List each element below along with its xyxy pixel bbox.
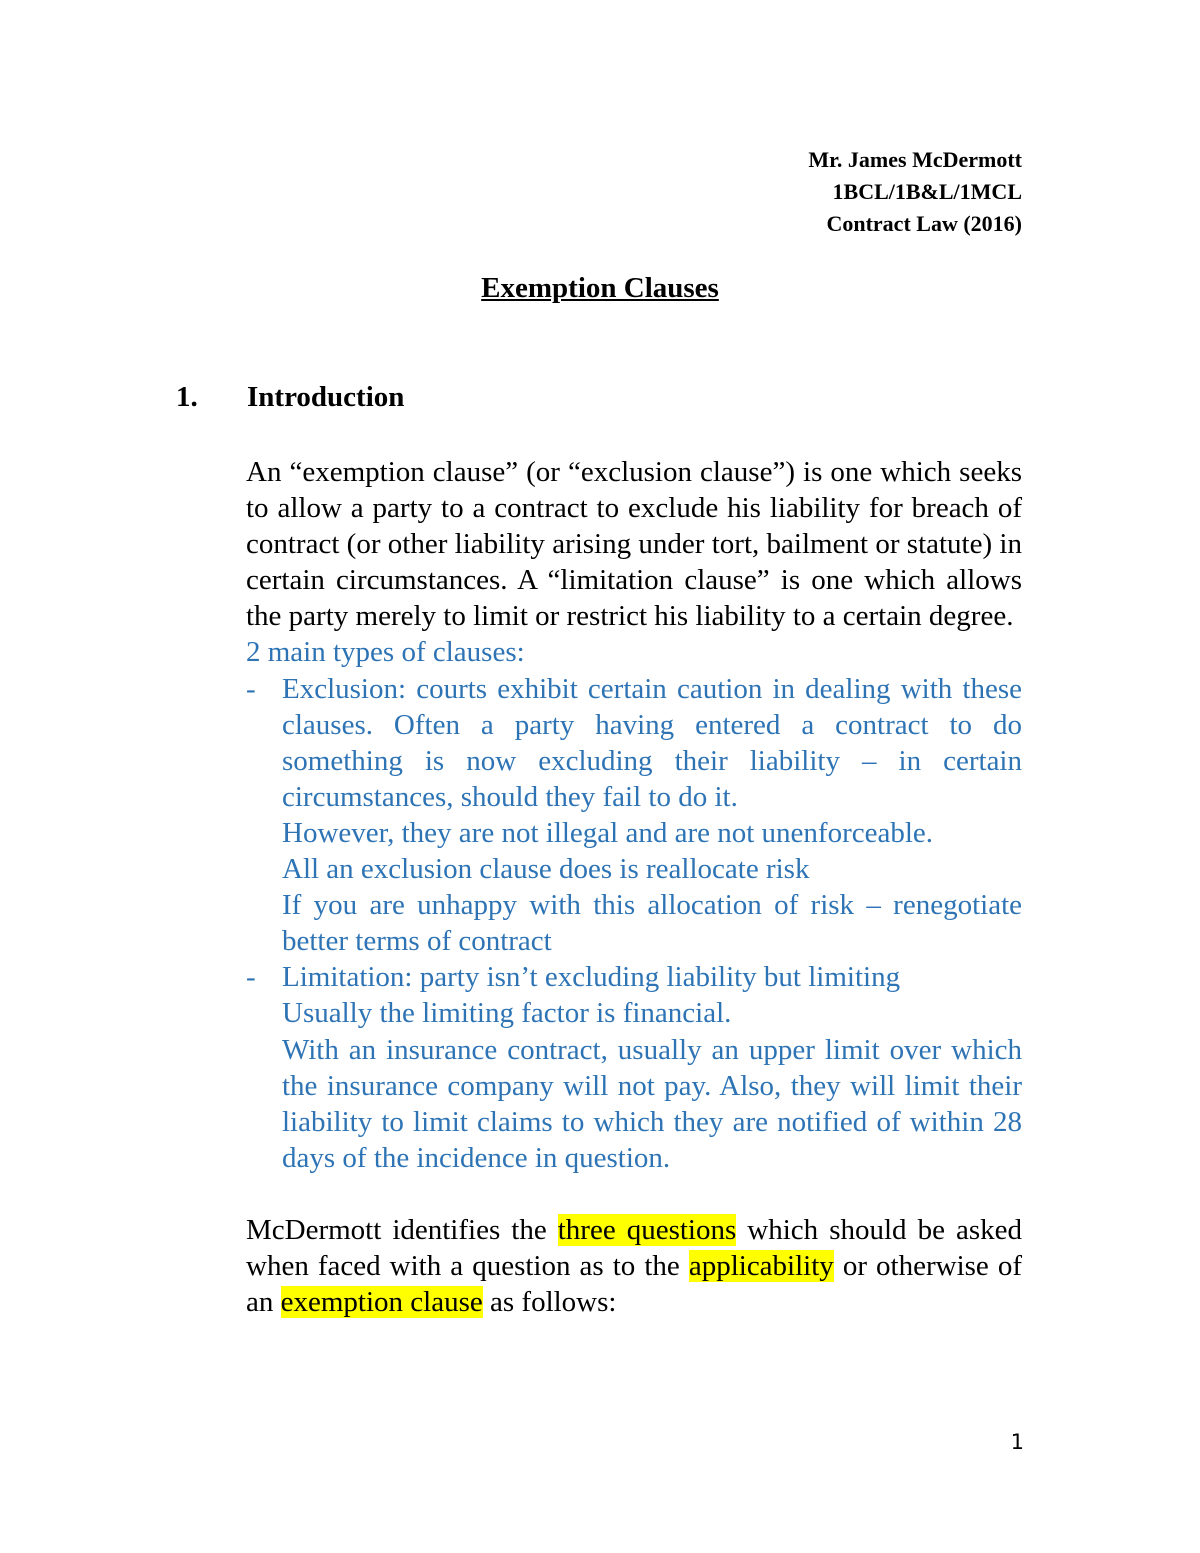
types-heading: 2 main types of clauses: bbox=[246, 636, 525, 669]
exclusion-bullet bbox=[246, 671, 1022, 960]
highlight-three-questions: three questions bbox=[557, 1213, 737, 1246]
closing-text: as follows: bbox=[482, 1286, 617, 1319]
closing-text: which should be asked when faced with a question as to the bbox=[246, 1213, 1022, 1282]
closing-paragraph bbox=[246, 1212, 1022, 1320]
bullet-dash: - bbox=[246, 672, 256, 705]
limitation-text: Usually the limiting factor is financial. bbox=[282, 997, 732, 1030]
intro-paragraph: An “exemption clause” (or “exclusion clause”) is one which seeks to allow a party to a contract to exclude his liability for breach of contract (or other liability arising under tort, bailment or statute) in certain circumstances. A “limitation clause” is one which allows the party merely to limit or restrict his liability to a certain degree. bbox=[246, 456, 1022, 633]
limitation-text: With an insurance contract, usually an upper limit over which the insurance company will not pay. Also, they will limit their liability to limit claims to which they are notified of within 28 days of the incidence in question. bbox=[282, 1033, 1022, 1174]
limitation-text: Limitation: party isn’t excluding liability but limiting bbox=[282, 961, 901, 994]
limitation-bullet bbox=[246, 959, 1022, 1176]
subject-line: Contract Law (2016) bbox=[826, 211, 1022, 236]
course-codes: 1BCL/1B&L/1MCL bbox=[832, 179, 1022, 204]
document-title: Exemption Clauses bbox=[481, 272, 719, 304]
annotation-notes bbox=[246, 634, 1022, 1175]
paragraph-gap bbox=[246, 1176, 1022, 1212]
bullet-dash: - bbox=[246, 961, 256, 994]
section-number: 1. bbox=[176, 381, 198, 413]
exclusion-text: All an exclusion clause does is reallocate risk bbox=[282, 853, 810, 886]
document-header bbox=[808, 144, 1022, 240]
author-name: Mr. James McDermott bbox=[808, 147, 1022, 172]
closing-text: McDermott identifies the bbox=[246, 1213, 558, 1246]
closing-text: or otherwise of an bbox=[246, 1249, 1022, 1319]
document-body bbox=[246, 454, 1022, 1320]
exclusion-text: Exclusion: courts exhibit certain caution in dealing with these clauses. Often a party having entered a contract to do something is now excluding their liability – in certain circumstances, should they fail to do it. bbox=[282, 672, 1022, 813]
highlight-exemption-clause: exemption clause bbox=[280, 1286, 483, 1319]
highlight-applicability: applicability bbox=[688, 1249, 834, 1282]
section-title: Introduction bbox=[247, 381, 405, 413]
exclusion-text: However, they are not illegal and are not unenforceable. bbox=[282, 816, 934, 849]
exclusion-text: If you are unhappy with this allocation of risk – renegotiate better terms of contract bbox=[282, 889, 1022, 958]
page-number: 1 bbox=[1010, 1430, 1024, 1454]
